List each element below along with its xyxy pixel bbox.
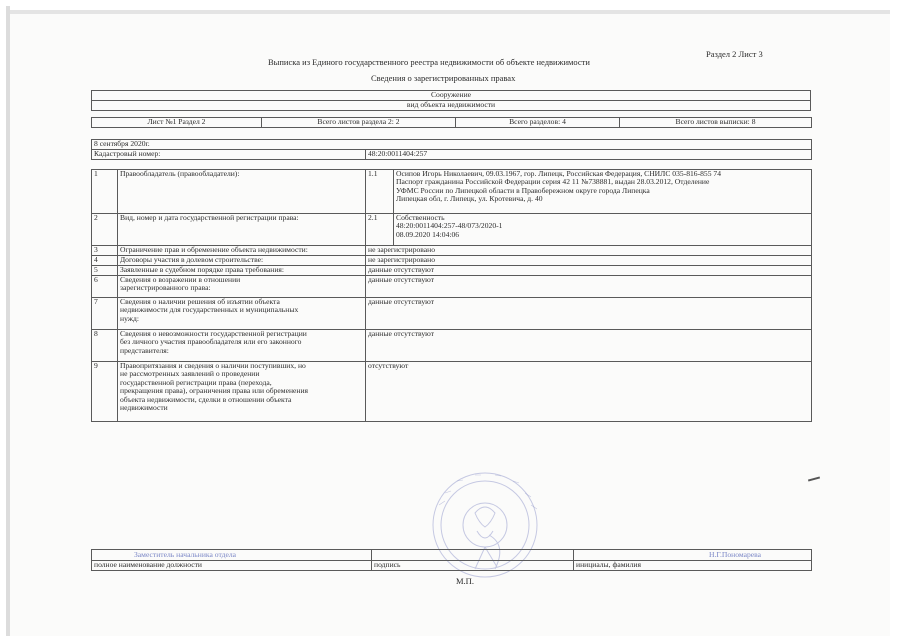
row-number: 6	[92, 276, 118, 298]
row-label-line: государственной регистрации права (перехода,	[120, 377, 272, 387]
row-number: 2	[92, 214, 118, 246]
passport-line: Паспорт гражданина Российской Федерации серия 42 11 №738881, выдан 28.03.2012, Отделение	[396, 177, 710, 187]
table-row	[92, 298, 812, 330]
signature-table	[91, 549, 812, 571]
passport-issuer-line: УФМС России по Липецкой области в Правобережном округе города Липецка	[396, 185, 650, 195]
meta-table	[91, 139, 812, 160]
name-value: Н.Г.Пономарева	[574, 550, 812, 561]
row-label-line: прекращения права), ограничения права или обременения	[120, 386, 309, 396]
row-value: данные отсутствуют	[366, 330, 812, 362]
right-type-line: Собственность	[396, 213, 445, 222]
position-value: Заместитель начальника отдела	[92, 550, 372, 561]
registration-date-line: 08.09.2020 14:04:06	[396, 229, 460, 239]
row-value	[394, 214, 812, 246]
row-label: Вид, номер и дата государственной регистрации права:	[118, 214, 366, 246]
row-label-line: объекта недвижимости, сделки в отношении объекта	[120, 394, 292, 404]
registration-number-line: 48:20:0011404:257-48/073/2020-1	[396, 221, 503, 231]
extract-date: 8 сентября 2020г.	[92, 140, 812, 150]
rights-table	[91, 169, 812, 422]
sheet-info-table	[91, 117, 812, 128]
row-value: данные отсутствуют	[366, 266, 812, 276]
object-type-value: Сооружение	[92, 91, 811, 101]
row-label	[118, 362, 366, 422]
table-row	[92, 246, 812, 256]
table-row	[92, 266, 812, 276]
row-number: 4	[92, 256, 118, 266]
row-label-line: не рассмотренных заявлений о проведении	[120, 369, 260, 379]
row-value: данные отсутствуют	[366, 298, 812, 330]
row-label-line: нужд:	[120, 313, 139, 323]
row-label-line: Правопритязания и сведения о наличии поступивших, но	[120, 361, 306, 370]
row-number: 5	[92, 266, 118, 276]
row-subnumber: 2.1	[366, 214, 394, 246]
table-row	[92, 170, 812, 214]
signature-cell	[372, 550, 574, 561]
sheet-shadow-top	[10, 10, 890, 14]
row-number: 1	[92, 170, 118, 214]
row-label-line: представителя:	[120, 345, 169, 355]
position-caption: полное наименование должности	[92, 561, 372, 571]
section-sheet-label: Раздел 2 Лист 3	[706, 49, 763, 59]
row-value: не зарегистрировано	[366, 246, 812, 256]
document-title: Выписка из Единого государственного реестра недвижимости об объекте недвижимости	[268, 57, 590, 67]
sheet-section-label: Лист №1 Раздел 2	[92, 118, 262, 128]
table-row	[92, 362, 812, 422]
row-subnumber: 1.1	[366, 170, 394, 214]
row-number: 8	[92, 330, 118, 362]
row-label-line: Сведения о наличии решения об изъятии объекта	[120, 297, 280, 306]
row-label-line: Сведения о возражении в отношении	[120, 275, 241, 284]
row-label	[118, 298, 366, 330]
cadastral-label: Кадастровый номер:	[92, 150, 366, 160]
stamp-caption: М.П.	[456, 576, 474, 586]
table-row	[92, 256, 812, 266]
table-row	[92, 330, 812, 362]
object-type-table	[91, 90, 811, 111]
row-label-line: зарегистрированного права:	[120, 283, 211, 293]
object-type-caption: вид объекта недвижимости	[92, 101, 811, 111]
address-line: Липецкая обл, г. Липецк, ул. Кротевича, д. 40	[396, 194, 543, 204]
row-value: отсутствуют	[366, 362, 812, 422]
row-value	[394, 170, 812, 214]
row-label-line: недвижимости	[120, 403, 168, 413]
total-sections-label: Всего разделов: 4	[456, 118, 620, 128]
row-number: 9	[92, 362, 118, 422]
row-label: Заявленные в судебном порядке права требования:	[118, 266, 366, 276]
total-sheets-section-label: Всего листов раздела 2: 2	[262, 118, 456, 128]
cadastral-value: 48:20:0011404:257	[366, 150, 812, 160]
document-subtitle: Сведения о зарегистрированных правах	[371, 73, 516, 83]
row-label: Правообладатель (правообладатели):	[118, 170, 366, 214]
total-sheets-extract-label: Всего листов выписки: 8	[620, 118, 812, 128]
row-label	[118, 276, 366, 298]
row-label: Договоры участия в долевом строительстве:	[118, 256, 366, 266]
row-label	[118, 330, 366, 362]
rightholder-line: Осипов Игорь Николаевич, 09.03.1967, гор. Липецк, Российская Федерация, СНИЛС 035-816-855 74	[396, 169, 722, 178]
row-label-line: Сведения о невозможности государственной регистрации	[120, 329, 307, 338]
row-label: Ограничение прав и обременение объекта недвижимости:	[118, 246, 366, 256]
signature-caption: подпись	[372, 561, 574, 571]
row-label-line: без личного участия правообладателя или его законного	[120, 337, 302, 347]
row-label-line: недвижимости для государственных и муниципальных	[120, 305, 299, 315]
table-row	[92, 214, 812, 246]
row-number: 7	[92, 298, 118, 330]
row-value: не зарегистрировано	[366, 256, 812, 266]
row-number: 3	[92, 246, 118, 256]
table-row	[92, 276, 812, 298]
name-caption: инициалы, фамилия	[574, 561, 812, 571]
row-value: данные отсутствуют	[366, 276, 812, 298]
